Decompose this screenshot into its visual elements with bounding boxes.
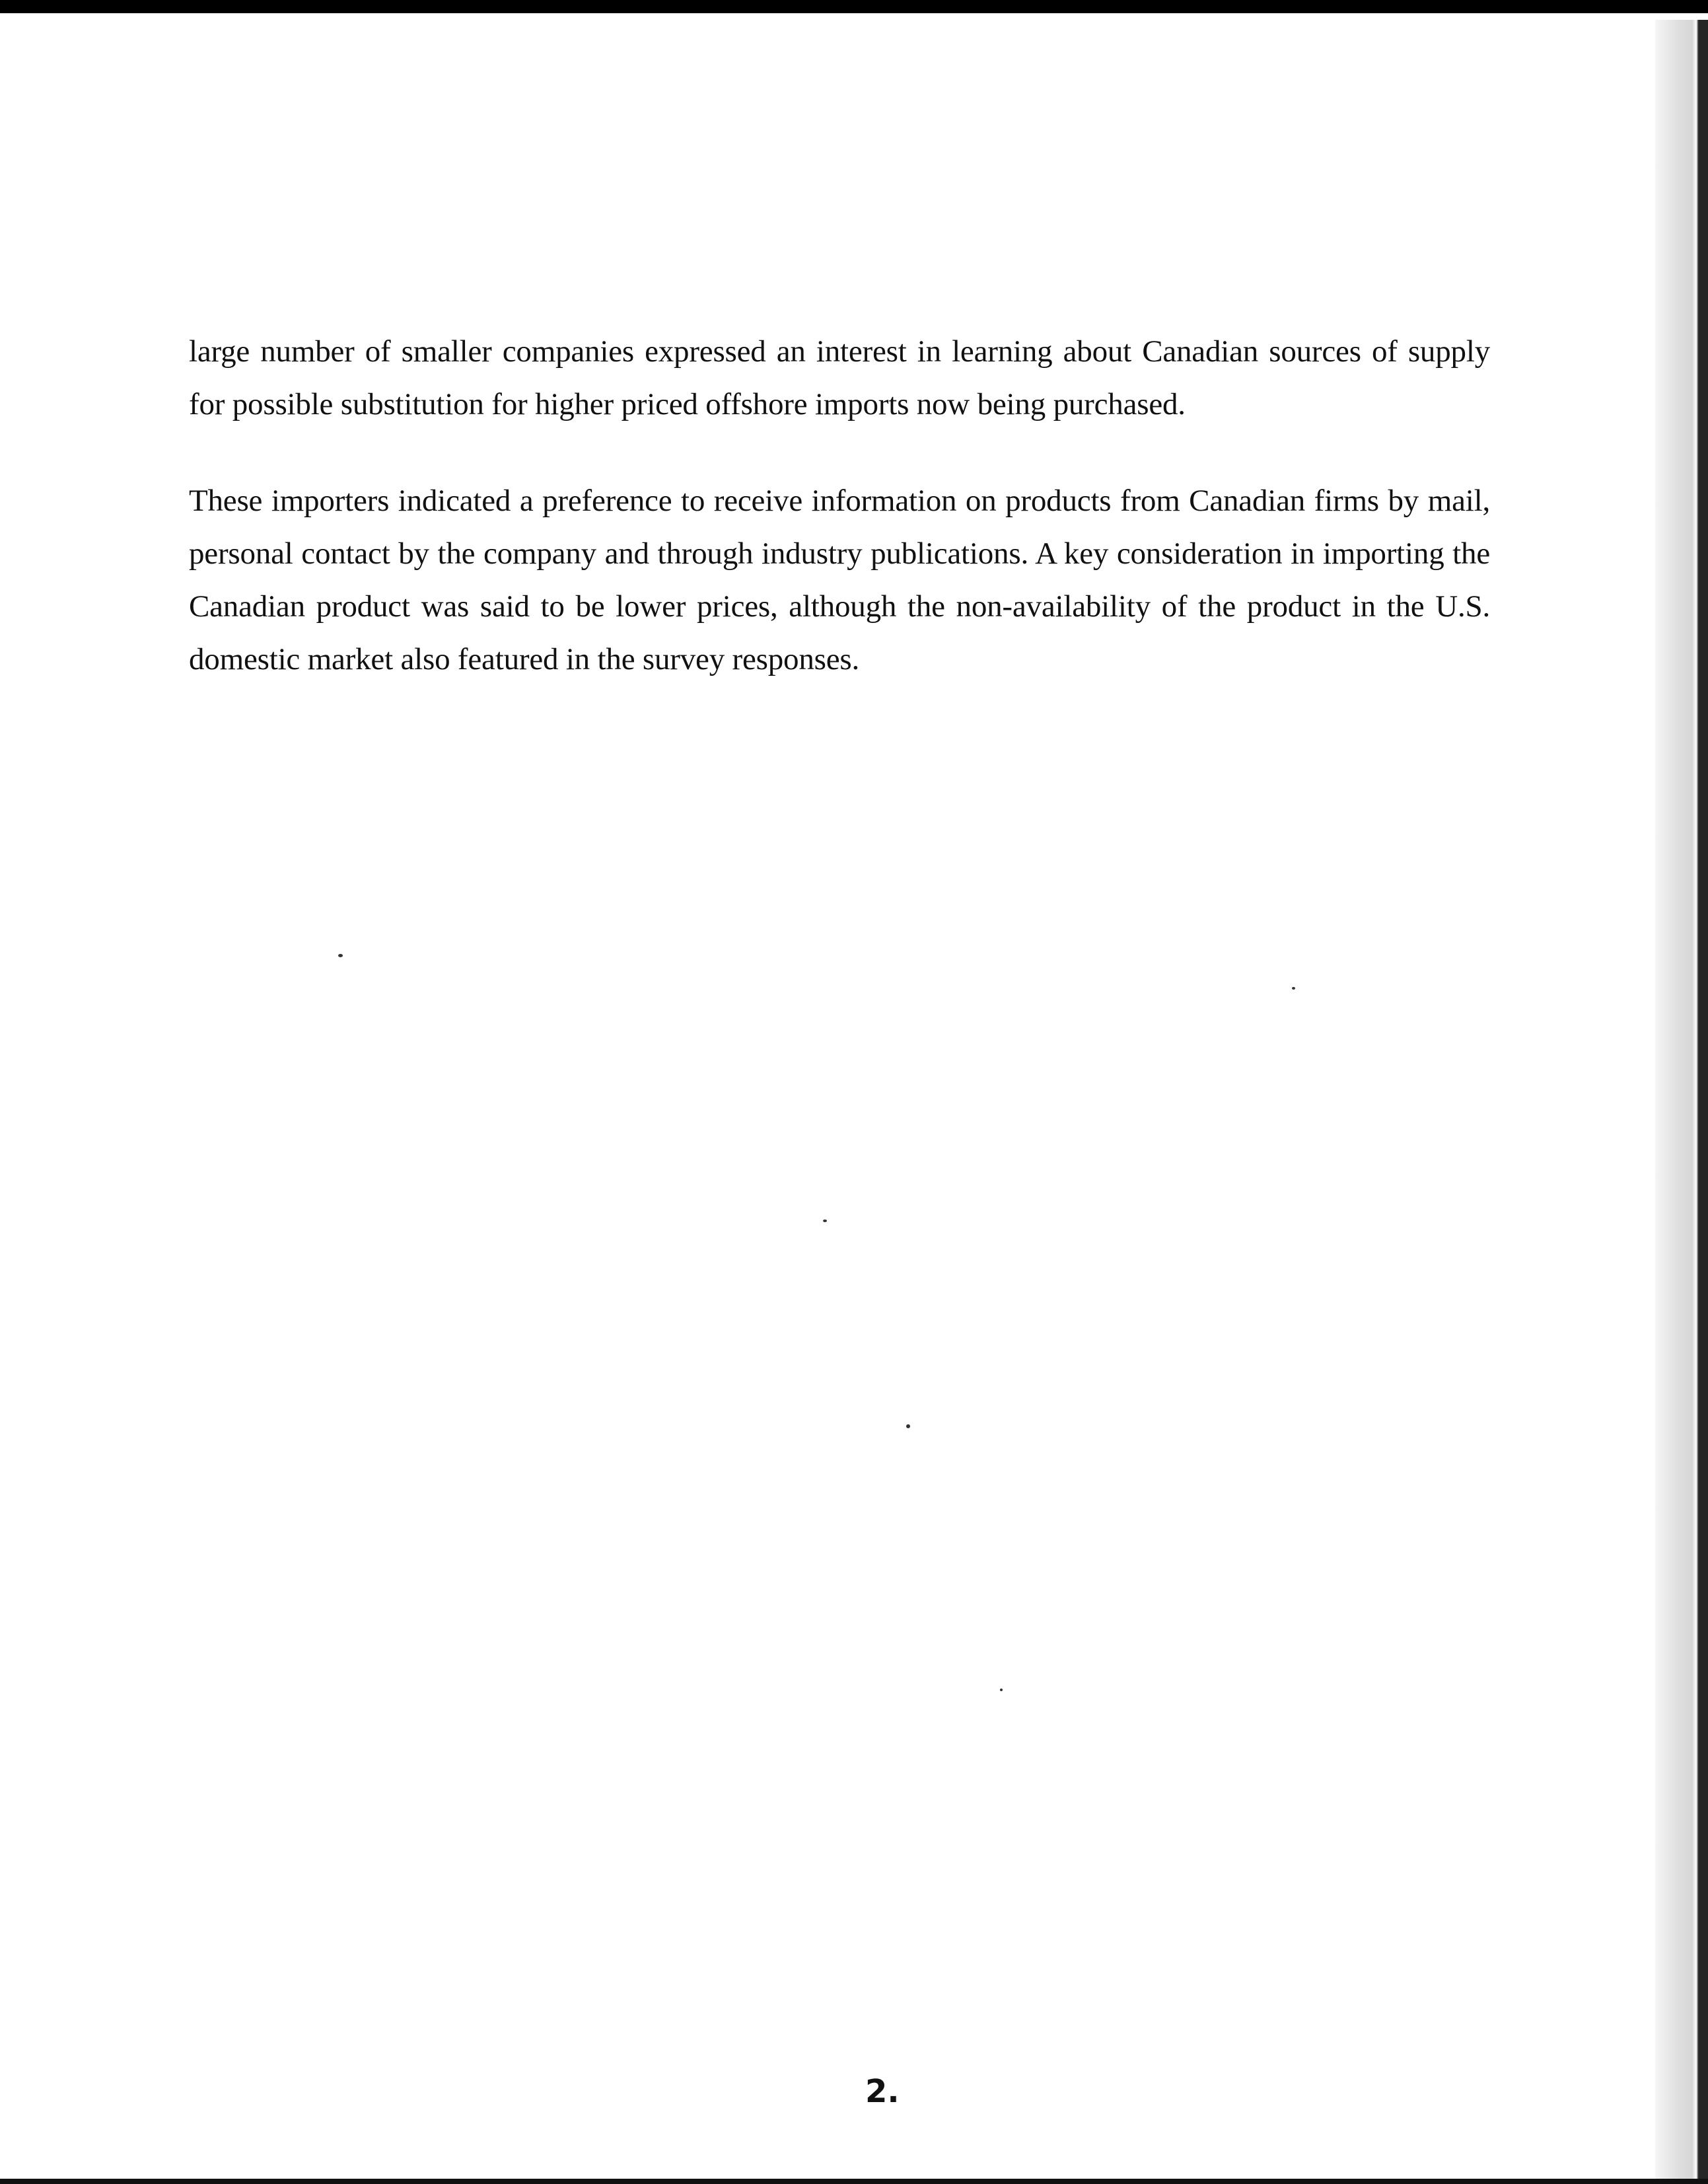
scan-speck <box>823 1219 827 1222</box>
scan-speck <box>1292 987 1295 990</box>
body-paragraph-2: These importers indicated a preference to receive information on products from Canadian firms by mail, personal contact by the company and through industry publications. A key consideration in importing the Canadian product was said to be lower prices, although the non-availability of the product in the U.S. domestic market also featured in the survey responses. <box>189 484 1490 676</box>
scan-speck <box>338 954 343 957</box>
scan-speck <box>906 1424 910 1428</box>
page-number: 2. <box>865 2073 900 2110</box>
scan-speck <box>1000 1689 1003 1691</box>
scan-right-edge <box>1655 20 1708 2184</box>
body-paragraph-1: large number of smaller companies expressed an interest in learning about Canadian sources of supply for possible substitution for higher priced offshore imports now being purchased. <box>189 334 1490 421</box>
